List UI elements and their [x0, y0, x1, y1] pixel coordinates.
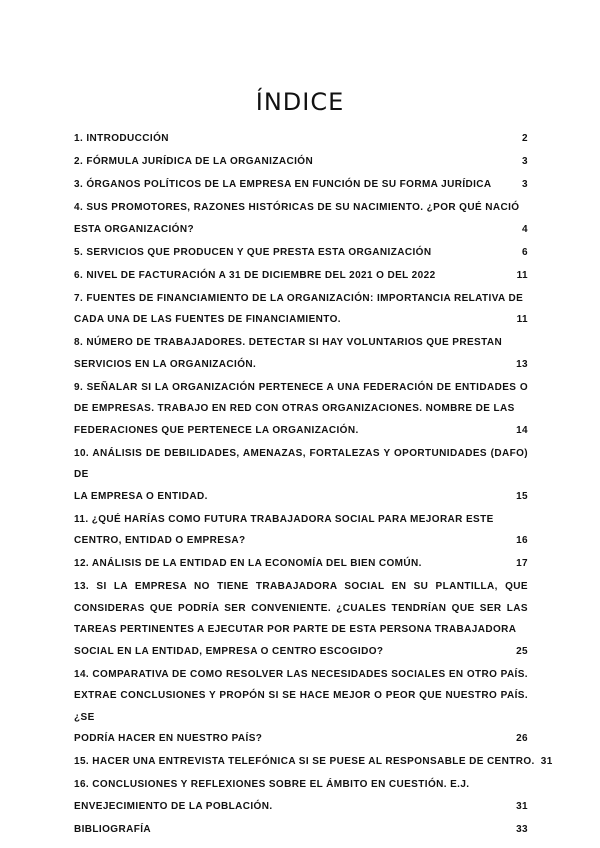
toc-page-number: 13: [516, 358, 528, 370]
toc-entry-8[interactable]: [74, 332, 528, 375]
toc-entry-text: 16. CONCLUSIONES Y REFLEXIONES SOBRE EL ÁMBITO EN CUESTIÓN. E.J.: [74, 779, 470, 790]
toc-page-number: 15: [516, 490, 528, 502]
table-of-contents: [74, 128, 553, 842]
toc-page-number: 11: [516, 314, 528, 325]
toc-page-number: 25: [516, 645, 528, 657]
toc-entry-text-end: ESTA ORGANIZACIÓN?: [74, 223, 194, 235]
toc-page-number: 14: [516, 424, 528, 436]
toc-entry-bibliografia[interactable]: [74, 819, 528, 841]
toc-entry-text: BIBLIOGRAFÍA: [74, 823, 152, 835]
toc-entry-text: 4. SUS PROMOTORES, RAZONES HISTÓRICAS DE SU NACIMIENTO. ¿POR QUÉ NACIÓ: [74, 202, 520, 213]
toc-entry-text-end: FEDERACIONES QUE PERTENECE LA ORGANIZACIÓN.: [74, 424, 359, 436]
toc-entry-2[interactable]: [74, 151, 528, 173]
toc-entry-text-end: SOCIAL EN LA ENTIDAD, EMPRESA O CENTRO ESCOGIDO?: [74, 645, 384, 657]
toc-entry-7[interactable]: [74, 288, 528, 331]
toc-entry-6[interactable]: [74, 265, 528, 287]
toc-entry-12[interactable]: [74, 553, 528, 575]
toc-page-number: 16: [516, 535, 528, 546]
toc-page-number: 26: [516, 733, 528, 744]
toc-page-number: 33: [516, 823, 528, 835]
toc-entry-15[interactable]: [74, 751, 553, 773]
toc-page-number: 17: [516, 558, 528, 569]
toc-page-number: 31: [540, 756, 553, 767]
toc-entry-text-end: SERVICIOS EN LA ORGANIZACIÓN.: [74, 358, 257, 370]
toc-entry-text: 12. ANÁLISIS DE LA ENTIDAD EN LA ECONOMÍA DEL BIEN COMÚN.: [74, 558, 422, 569]
toc-page-number: 3: [522, 179, 528, 190]
toc-entry-4[interactable]: [74, 197, 528, 240]
toc-entry-11[interactable]: [74, 509, 528, 552]
toc-page-number: 3: [522, 156, 528, 167]
toc-entry-text: 10. ANÁLISIS DE DEBILIDADES, AMENAZAS, FORTALEZAS Y OPORTUNIDADES (DAFO) DE: [74, 447, 528, 480]
toc-entry-text: 5. SERVICIOS QUE PRODUCEN Y QUE PRESTA ESTA ORGANIZACIÓN: [74, 246, 432, 258]
toc-entry-text-end: CENTRO, ENTIDAD O EMPRESA?: [74, 535, 246, 546]
toc-page-number: 11: [516, 269, 528, 281]
toc-entry-text: 6. NIVEL DE FACTURACIÓN A 31 DE DICIEMBRE DEL 2021 O DEL 2022: [74, 269, 436, 281]
toc-entry-text: 2. FÓRMULA JURÍDICA DE LA ORGANIZACIÓN: [74, 156, 314, 167]
toc-entry-text-end: LA EMPRESA O ENTIDAD.: [74, 490, 208, 502]
toc-entry-text-end: ENVEJECIMIENTO DE LA POBLACIÓN.: [74, 800, 273, 812]
toc-entry-text: 14. COMPARATIVA DE COMO RESOLVER LAS NECESIDADES SOCIALES EN OTRO PAÍS. EXTRAE CONCLUSIONES Y PROPÓN SI SE HACE MEJOR O PEOR QUE NUESTRO PAÍS. ¿SE: [74, 668, 528, 723]
toc-page-number: 4: [522, 223, 528, 235]
toc-entry-text: 7. FUENTES DE FINANCIAMIENTO DE LA ORGANIZACIÓN: IMPORTANCIA RELATIVA DE: [74, 292, 524, 304]
toc-entry-16[interactable]: [74, 774, 528, 817]
toc-entry-10[interactable]: [74, 443, 528, 508]
toc-entry-9[interactable]: [74, 377, 528, 442]
toc-entry-text: 9. SEÑALAR SI LA ORGANIZACIÓN PERTENECE A UNA FEDERACIÓN DE ENTIDADES O DE EMPRESAS. TRABAJO EN RED CON OTRAS ORGANIZACIONES. NOMBRE DE LAS: [74, 381, 528, 414]
toc-entry-14[interactable]: [74, 664, 528, 750]
toc-entry-text: 1. INTRODUCCIÓN: [74, 133, 169, 144]
toc-page-number: 31: [516, 800, 528, 812]
toc-entry-13[interactable]: [74, 576, 528, 662]
toc-entry-3[interactable]: [74, 174, 528, 196]
toc-entry-text: 11. ¿QUÉ HARÍAS COMO FUTURA TRABAJADORA SOCIAL PARA MEJORAR ESTE: [74, 513, 494, 525]
toc-page-number: 6: [522, 246, 528, 258]
toc-page-number: 2: [522, 133, 528, 144]
toc-entry-text-end: CADA UNA DE LAS FUENTES DE FINANCIAMIENTO.: [74, 314, 341, 325]
toc-entry-text: 15. HACER UNA ENTREVISTA TELEFÓNICA SI SE PUESE AL RESPONSABLE DE CENTRO.: [74, 756, 535, 767]
toc-entry-text: 3. ÓRGANOS POLÍTICOS DE LA EMPRESA EN FUNCIÓN DE SU FORMA JURÍDICA: [74, 179, 492, 190]
page-title: ÍNDICE: [255, 88, 345, 116]
toc-entry-1[interactable]: [74, 128, 528, 150]
toc-entry-5[interactable]: [74, 242, 528, 264]
toc-entry-text: 13. SI LA EMPRESA NO TIENE TRABAJADORA SOCIAL EN SU PLANTILLA, QUE CONSIDERAS QUE PODRÍA SER CONVENIENTE. ¿CUALES TENDRÍAN QUE SER LAS TAREAS PERTINENTES A EJECUTAR POR PARTE DE ESTA PERSONA TRABAJADORA: [74, 581, 528, 635]
toc-entry-text-end: PODRÍA HACER EN NUESTRO PAÍS?: [74, 733, 263, 744]
toc-entry-text: 8. NÚMERO DE TRABAJADORES. DETECTAR SI HAY VOLUNTARIOS QUE PRESTAN: [74, 337, 503, 348]
